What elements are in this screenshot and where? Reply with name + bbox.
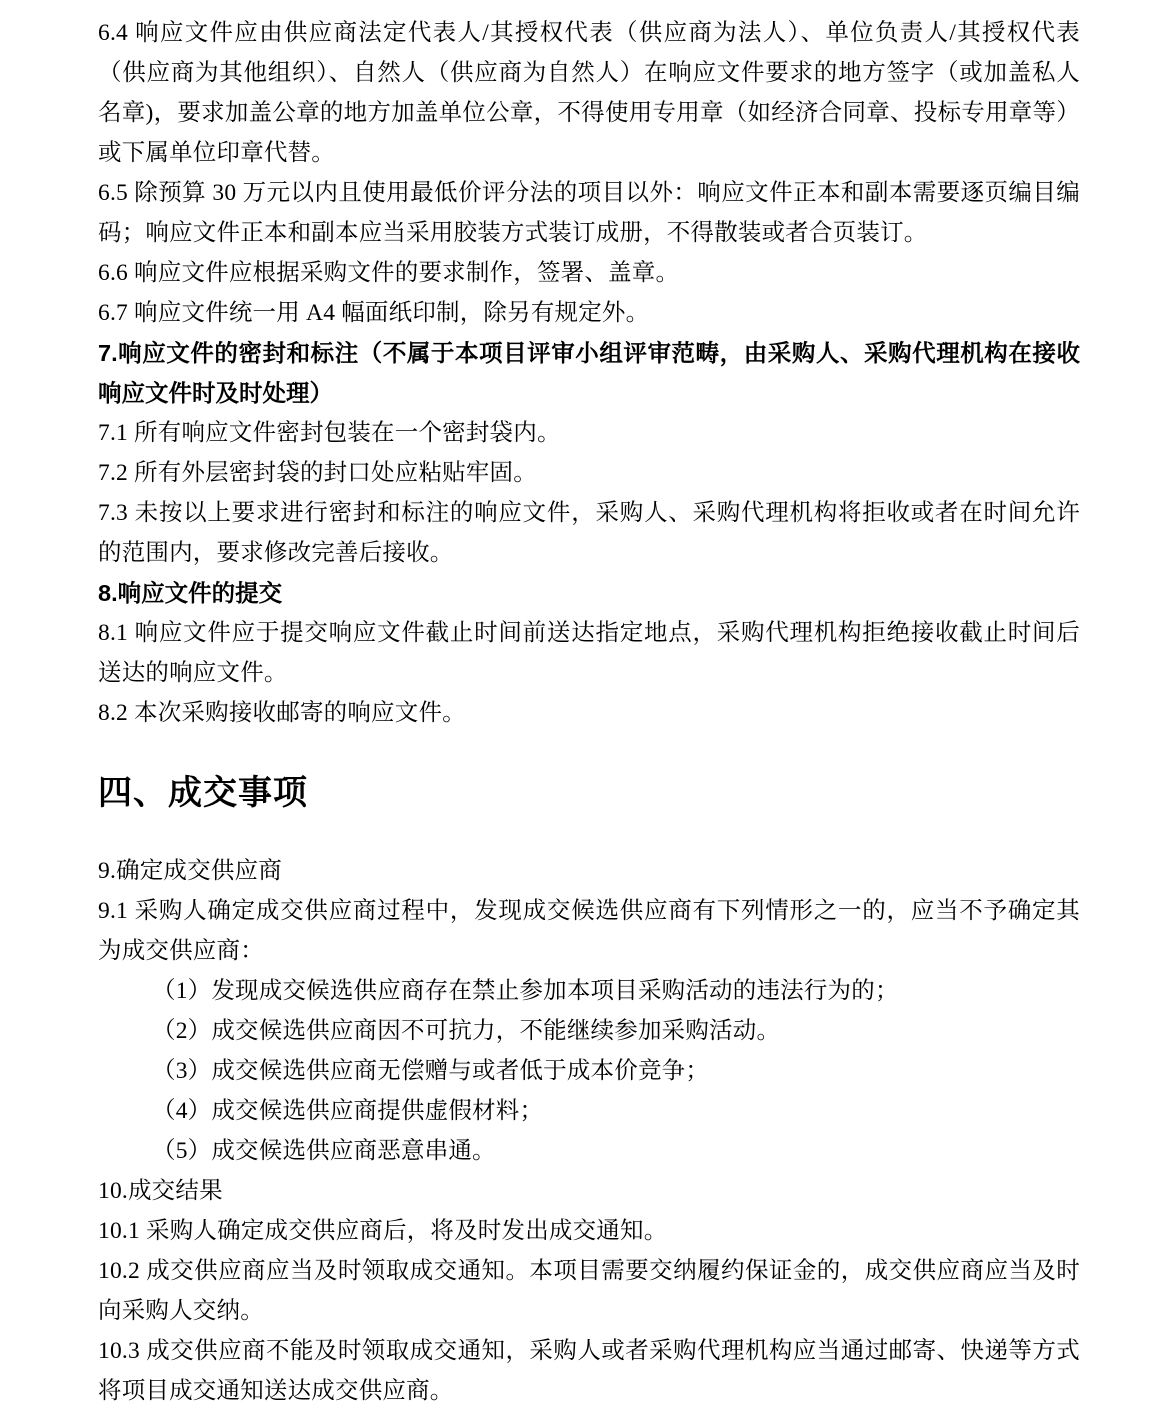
para-7-1: 7.1 所有响应文件密封包装在一个密封袋内。: [98, 420, 561, 446]
para-10-2: 10.2 成交供应商应当及时领取成交通知。本项目需要交纳履约保证金的，成交供应商应当及时向采购人交纳。: [98, 1258, 1080, 1324]
para-6-5: 6.5 除预算 30 万元以内且使用最低价评分法的项目以外：响应文件正本和副本需要逐页编目编码；响应文件正本和副本应当采用胶装方式装订成册，不得散装或者合页装订。: [98, 180, 1080, 246]
para-9-1: 9.1 采购人确定成交供应商过程中，发现成交候选供应商有下列情形之一的，应当不予确定其为成交供应商：: [98, 898, 1080, 964]
para-7-2: 7.2 所有外层密封袋的封口处应粘贴牢固。: [98, 460, 537, 486]
clause-item-5: （5）成交候选供应商恶意串通。: [152, 1138, 496, 1164]
clause-item-1: （1）发现成交候选供应商存在禁止参加本项目采购活动的违法行为的；: [152, 978, 899, 1004]
section-heading-4: 四、成交事项: [98, 774, 308, 812]
para-10-1: 10.1 采购人确定成交供应商后，将及时发出成交通知。: [98, 1218, 668, 1244]
para-6-6: 6.6 响应文件应根据采购文件的要求制作，签署、盖章。: [98, 260, 680, 286]
para-8-1: 8.1 响应文件应于提交响应文件截止时间前送达指定地点，采购代理机构拒绝接收截止时间后送达的响应文件。: [98, 620, 1080, 686]
para-8-heading: 8.响应文件的提交: [98, 580, 283, 606]
para-10: 10.成交结果: [98, 1178, 223, 1204]
para-8-2: 8.2 本次采购接收邮寄的响应文件。: [98, 700, 466, 726]
para-9: 9.确定成交供应商: [98, 858, 282, 884]
para-10-3: 10.3 成交供应商不能及时领取成交通知，采购人或者采购代理机构应当通过邮寄、快递等方式将项目成交通知送达成交供应商。: [98, 1338, 1080, 1404]
clause-item-4: （4）成交候选供应商提供虚假材料；: [152, 1098, 544, 1124]
para-7-3: 7.3 未按以上要求进行密封和标注的响应文件，采购人、采购代理机构将拒收或者在时间允许的范围内，要求修改完善后接收。: [98, 500, 1080, 566]
clause-item-3: （3）成交候选供应商无偿赠与或者低于成本价竞争；: [152, 1058, 710, 1084]
para-6-4: 6.4 响应文件应由供应商法定代表人/其授权代表（供应商为法人）、单位负责人/其授权代表（供应商为其他组织）、自然人（供应商为自然人）在响应文件要求的地方签字（或加盖私人名章)，要求加盖公章的地方加盖单位公章，不得使用专用章（如经济合同章、投标专用章等）或下属单位印章代替。: [98, 20, 1080, 166]
clause-item-2: （2）成交候选供应商因不可抗力，不能继续参加采购活动。: [152, 1018, 781, 1044]
para-6-7: 6.7 响应文件统一用 A4 幅面纸印制，除另有规定外。: [98, 300, 650, 326]
para-7-heading: 7.响应文件的密封和标注（不属于本项目评审小组评审范畴，由采购人、采购代理机构在接收响应文件时及时处理）: [98, 340, 1080, 406]
